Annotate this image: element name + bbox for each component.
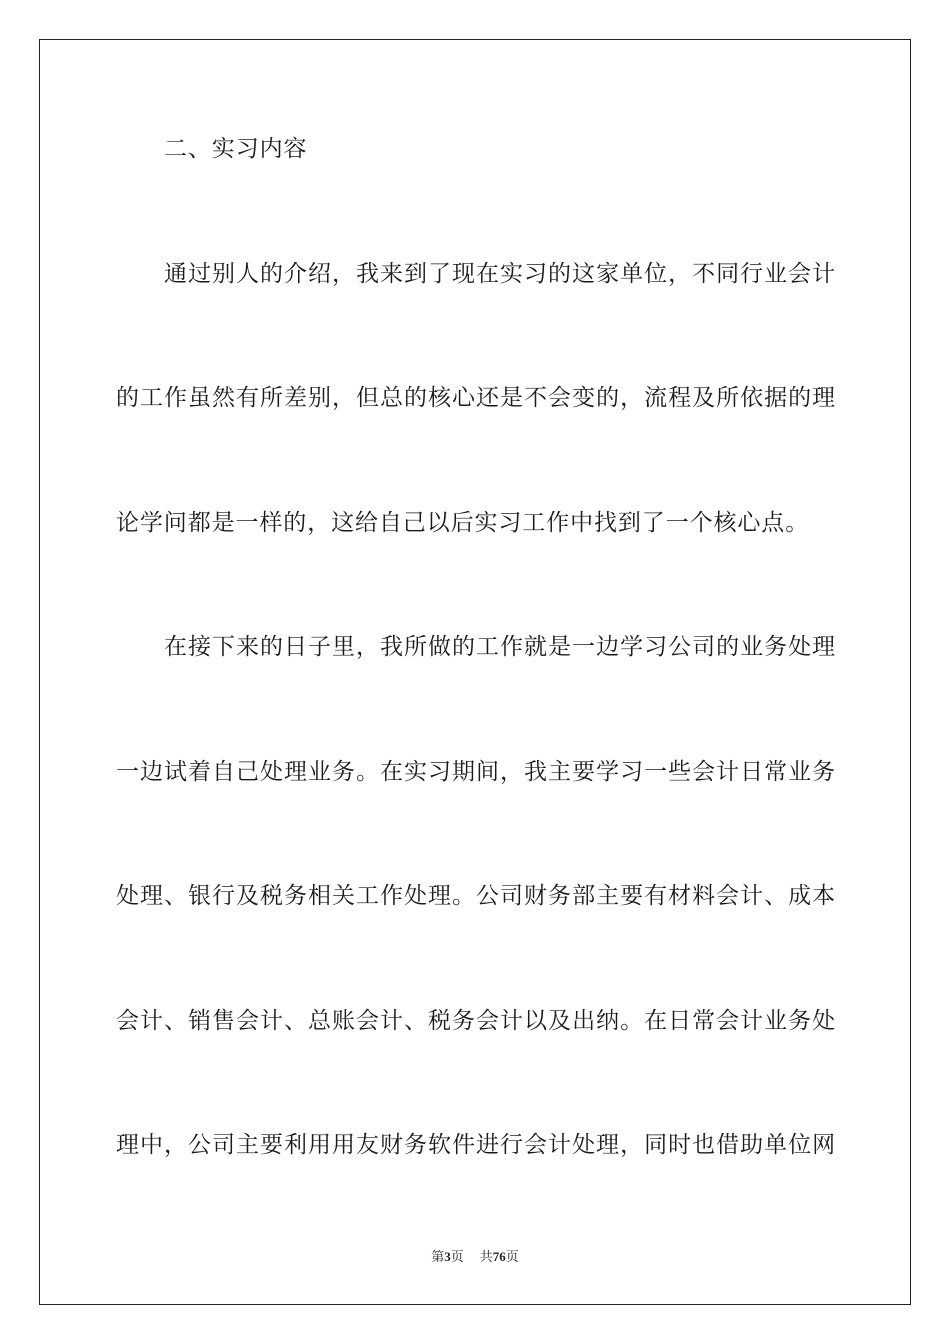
page-border [39, 39, 911, 1305]
paragraph-line: 论学问都是一样的，这给自己以后实习工作中找到了一个核心点。 [116, 510, 810, 536]
section-heading: 二、实习内容 [164, 136, 308, 162]
paragraph-line: 的工作虽然有所差别，但总的核心还是不会变的，流程及所依据的理 [116, 385, 836, 411]
page-number-suffix: 页 [450, 1249, 464, 1264]
paragraph-line: 理中，公司主要利用用友财务软件进行会计处理，同时也借助单位网 [116, 1132, 836, 1158]
paragraph-line: 会计、销售会计、总账会计、税务会计以及出纳。在日常会计业务处 [116, 1008, 836, 1034]
page-number: 3 [444, 1249, 451, 1264]
paragraph-line: 通过别人的介绍，我来到了现在实习的这家单位，不同行业会计 [164, 261, 836, 287]
total-pages-prefix: 共 [479, 1249, 493, 1264]
total-pages: 76 [492, 1249, 506, 1264]
total-pages-suffix: 页 [505, 1249, 519, 1264]
page-footer [0, 1246, 950, 1265]
paragraph-line: 在接下来的日子里，我所做的工作就是一边学习公司的业务处理 [164, 634, 836, 660]
page-number-prefix: 第 [431, 1249, 445, 1264]
paragraph-line: 一边试着自己处理业务。在实习期间，我主要学习一些会计日常业务 [116, 759, 836, 785]
paragraph-line: 处理、银行及税务相关工作处理。公司财务部主要有材料会计、成本 [116, 883, 836, 909]
